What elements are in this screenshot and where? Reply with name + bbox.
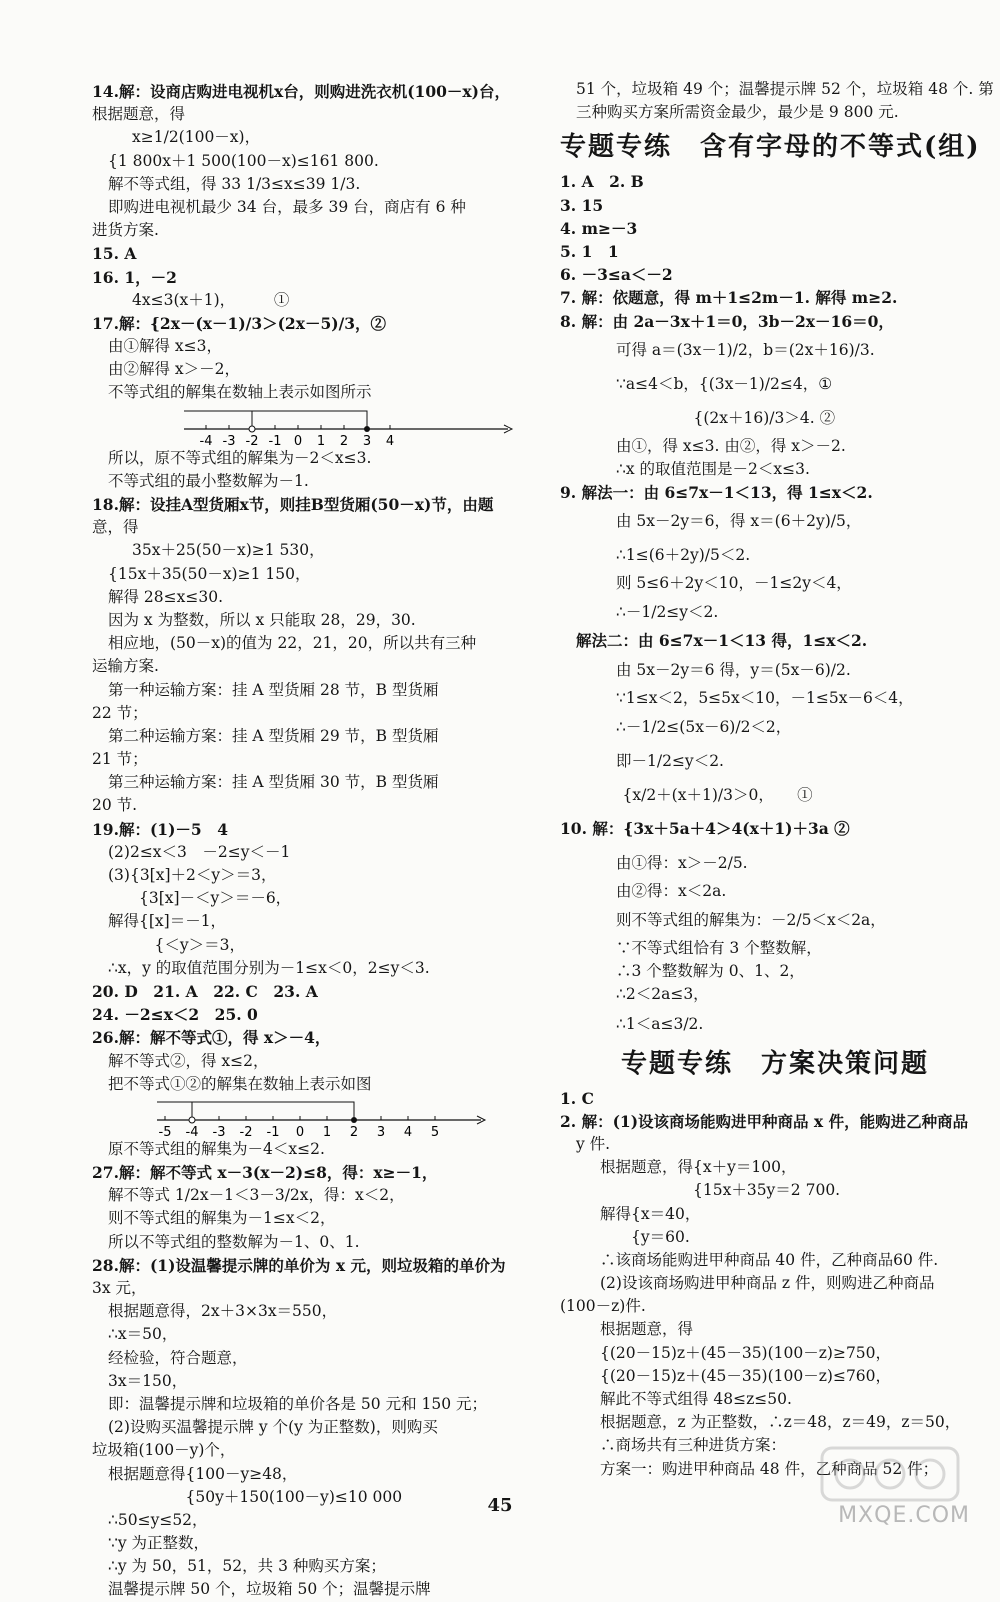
- text-line: 经检验，符合题意，: [108, 1348, 248, 1367]
- number-line-figure: [157, 1096, 552, 1138]
- text-line: 解不等式组，得 33 1/3≤x≤39 1/3.: [108, 174, 361, 193]
- text-line: 则 5≤6＋2y＜10，－1≤2y＜4，: [616, 574, 852, 593]
- text-line: 把不等式①②的解集在数轴上表示如图: [108, 1074, 372, 1093]
- text-line: 所以，原不等式组的解集为－2＜x≤3.: [108, 448, 372, 467]
- text-line: ∴1≤(6＋2y)/5＜2.: [616, 546, 751, 565]
- tick-label: 0: [295, 1124, 305, 1138]
- tick-label: 1: [316, 433, 326, 447]
- text-line: 22 节；: [92, 703, 148, 722]
- watermark-text: MXQE.COM: [838, 1503, 970, 1528]
- text-line: (3){3[x]＋2＜y＞＝3，: [108, 866, 277, 884]
- number-line-26: [157, 1096, 487, 1138]
- text-line: (2)设该商场购进甲种商品 z 件，则购进乙种商品: [600, 1274, 935, 1293]
- text-line: 所以不等式组的整数解为－1、0、1.: [108, 1232, 360, 1251]
- text-line: 由 5x－2y＝6 得，y＝(5x－6)/2.: [616, 660, 851, 679]
- text-line: 6. －3≤a＜－2: [560, 265, 673, 285]
- section-heading: 专题专练 含有字母的不等式(组): [560, 132, 981, 163]
- text-line: 解此不等式组得 48≤z≤50.: [600, 1390, 792, 1408]
- text-line: 因为 x 为整数，所以 x 只能取 28，29，30.: [108, 610, 416, 629]
- text-line: 由 5x－2y＝6，得 x＝(6＋2y)/5，: [616, 512, 862, 531]
- text-line: ∵不等式组恰有 3 个整数解，: [616, 939, 822, 957]
- text-line: 28.解：(1)设温馨提示牌的单价为 x 元，则垃圾箱的单价为: [92, 1255, 506, 1275]
- number-line-figure: [184, 405, 552, 447]
- text-line: 运输方案.: [92, 657, 159, 676]
- text-line: 由①得：x＞－2/5.: [616, 853, 748, 872]
- text-line: ∴2＜2a≤3，: [616, 985, 709, 1004]
- text-line: 4x≤3(x＋1)， ①: [132, 290, 290, 309]
- text-line: 解不等式②，得 x≤2，: [108, 1051, 269, 1070]
- text-line: 由①，得 x≤3. 由②，得 x＞－2.: [616, 436, 846, 455]
- tick-label: -2: [239, 1124, 253, 1138]
- text-line: 3x 元，: [92, 1279, 147, 1297]
- tick-label: 2: [339, 433, 349, 447]
- tick-label: 2: [349, 1124, 359, 1138]
- text-line: ∴50≤y≤52，: [108, 1510, 208, 1529]
- text-line: 24. －2≤x＜2 25. 0: [92, 1005, 258, 1025]
- tick-label: -4: [185, 1124, 199, 1138]
- text-line: 相应地，(50－x)的值为 22，21，20，所以共有三种: [108, 634, 477, 653]
- text-line: 19.解：(1)－5 4: [92, 819, 228, 839]
- text-line: 35x＋25(50－x)≥1 530，: [132, 541, 325, 560]
- open-endpoint: [189, 1117, 195, 1123]
- text-line: 7. 解：依题意，得 m＋1≤2m－1. 解得 m≥2.: [560, 288, 898, 308]
- text-line: (2)设购买温馨提示牌 y 个(y 为正整数)，则购买: [108, 1418, 438, 1437]
- text-line: 5. 1 1: [560, 241, 619, 261]
- page-number: 45: [487, 1495, 513, 1516]
- text-line: 即：温馨提示牌和垃圾箱的单价各是 50 元和 150 元；: [108, 1394, 488, 1413]
- tick-label: 4: [385, 433, 395, 447]
- text-line: 原不等式组的解集为－4＜x≤2.: [108, 1139, 325, 1158]
- tick-label: -2: [245, 433, 259, 447]
- text-line: 27.解：解不等式 x－3(x－2)≤8，得：x≥－1，: [92, 1163, 438, 1183]
- text-line: 15. A: [92, 244, 137, 264]
- text-line: 20 节.: [92, 796, 138, 815]
- tick-label: 4: [403, 1124, 413, 1138]
- text-line: ∴y 为 50，51，52，共 3 种购买方案；: [108, 1557, 386, 1576]
- text-line: 垃圾箱(100－y)个，: [92, 1441, 236, 1460]
- solution-bracket: [157, 1102, 354, 1120]
- text-line: 第三种运输方案：挂 A 型货厢 30 节，B 型货厢: [108, 773, 439, 792]
- text-line: 根据题意得，2x＋3×3x＝550，: [108, 1302, 338, 1321]
- text-line: (2)2≤x＜3 －2≤y＜－1: [108, 842, 291, 861]
- tick-label: -4: [199, 433, 213, 447]
- tick-label: -3: [212, 1124, 226, 1138]
- text-line: {y＝60.: [600, 1227, 690, 1246]
- section-heading: 专题专练 方案决策问题: [620, 1048, 929, 1079]
- text-line: 51 个，垃圾箱 49 个；温馨提示牌 52 个，垃圾箱 48 个. 第: [576, 80, 994, 98]
- text-line: {3[x]－＜y＞＝－6，: [108, 889, 292, 908]
- closed-endpoint: [364, 426, 370, 432]
- tick-label: 3: [376, 1124, 386, 1138]
- tick-label: 1: [322, 1124, 332, 1138]
- open-endpoint: [249, 426, 255, 432]
- text-line: 17.解：{2x－(x－1)/3＞(2x－5)/3，②: [92, 313, 387, 333]
- left-column: [92, 80, 552, 1602]
- text-line: 根据题意，得: [600, 1320, 694, 1339]
- text-line: 意，得: [92, 518, 139, 537]
- text-line: ∴商场共有三种进货方案：: [600, 1436, 787, 1455]
- closed-endpoint: [351, 1117, 357, 1123]
- text-line: 温馨提示牌 50 个，垃圾箱 50 个；温馨提示牌: [108, 1580, 431, 1599]
- text-line: {50y＋150(100－y)≤10 000: [108, 1487, 403, 1506]
- text-line: 解得{x＝40，: [600, 1204, 701, 1223]
- text-line: 由①解得 x≤3，: [108, 337, 223, 356]
- text-line: 解法二：由 6≤7x－1＜13 得，1≤x＜2.: [576, 631, 868, 651]
- text-line: ∴x，y 的取值范围分别为－1≤x＜0，2≤y＜3.: [108, 958, 430, 977]
- text-line: {1 800x＋1 500(100－x)≤161 800.: [108, 151, 379, 170]
- text-line: 可得 a＝(3x－1)/2，b＝(2x＋16)/3.: [616, 340, 875, 359]
- text-line: y 件.: [576, 1134, 611, 1153]
- text-line: 根据题意得{100－y≥48，: [108, 1464, 298, 1483]
- text-line: 由②解得 x＞－2，: [108, 360, 241, 379]
- text-line: (100－z)件.: [560, 1297, 646, 1316]
- text-line: 9. 解法一：由 6≤7x－1＜13，得 1≤x＜2.: [560, 483, 873, 503]
- text-line: 14.解：设商店购进电视机x台，则购进洗衣机(100－x)台，: [92, 82, 510, 101]
- text-line: 解得{[x]＝－1，: [108, 912, 227, 931]
- text-line: 根据题意，得{x＋y＝100，: [600, 1158, 797, 1177]
- text-line: ∴1＜a≤3/2.: [616, 1014, 704, 1033]
- text-line: 21 节；: [92, 750, 148, 769]
- number-line-17: [184, 405, 514, 447]
- text-line: 方案一：购进甲种商品 48 件，乙种商品 52 件；: [600, 1459, 939, 1478]
- tick-label: -1: [266, 1124, 280, 1138]
- text-line: 18.解：设挂A型货厢x节，则挂B型货厢(50－x)节，由题: [92, 495, 494, 514]
- text-line: {(20－15)z＋(45－35)(100－z)≤760，: [600, 1366, 892, 1385]
- tick-label: 5: [430, 1124, 440, 1138]
- text-line: ∵1≤x＜2，5≤5x＜10，－1≤5x－6＜4，: [616, 688, 914, 707]
- text-line: 8. 解：由 2a－3x＋1＝0，3b－2x－16＝0，: [560, 311, 894, 331]
- tick-label: -3: [222, 433, 236, 447]
- tick-label: -5: [158, 1124, 172, 1138]
- text-line: ∵a≤4＜b，{(3x－1)/2≤4，①: [616, 374, 833, 393]
- text-line: ∴3 个整数解为 0、1、2，: [616, 962, 805, 981]
- text-line: 解不等式 1/2x－1＜3－3/2x，得：x＜2，: [108, 1186, 405, 1205]
- text-line: 即－1/2≤y＜2.: [616, 751, 724, 770]
- text-line: ∴x＝50，: [108, 1325, 178, 1344]
- text-line: 1. C: [560, 1088, 594, 1108]
- text-line: 即购进电视机最少 34 台，最多 39 台，商店有 6 种: [108, 197, 466, 216]
- text-line: 3x＝150，: [108, 1371, 188, 1390]
- text-line: 26.解：解不等式①，得 x＞－4，: [92, 1028, 331, 1048]
- text-line: {＜y＞＝3，: [108, 935, 245, 954]
- text-line: ∵y 为正整数，: [108, 1534, 210, 1553]
- text-line: 三种购买方案所需资金最少，最少是 9 800 元.: [576, 103, 899, 122]
- text-line: {(20－15)z＋(45－35)(100－z)≥750，: [600, 1343, 892, 1362]
- text-line: 根据题意，z 为正整数，∴z＝48，z＝49，z＝50，: [600, 1413, 961, 1432]
- text-line: x≥1/2(100－x)，: [132, 128, 261, 147]
- text-line: 不等式组的解集在数轴上表示如图所示: [108, 383, 372, 402]
- text-line: 1. A 2. B: [560, 172, 644, 192]
- right-column: [560, 78, 994, 1481]
- text-line: 3. 15: [560, 195, 604, 215]
- text-line: 第二种运输方案：挂 A 型货厢 29 节，B 型货厢: [108, 726, 439, 745]
- text-line: 20. D 21. A 22. C 23. A: [92, 981, 318, 1001]
- text-line: 10. 解：{3x＋5a＋4＞4(x＋1)＋3a ②: [560, 818, 850, 838]
- text-line: 则不等式组的解集为－1≤x＜2，: [108, 1209, 336, 1228]
- text-line: 4. m≥－3: [560, 218, 638, 238]
- text-line: 由②得：x＜2a.: [616, 881, 727, 900]
- watermark-logo: [820, 1444, 960, 1504]
- text-line: 2. 解：(1)设该商场能购进甲种商品 x 件，能购进乙种商品: [560, 1111, 969, 1131]
- text-line: {15x＋35(50－x)≥1 150，: [108, 564, 311, 583]
- text-line: 则不等式组的解集为：－2/5＜x＜2a，: [616, 911, 886, 929]
- text-line: ∴－1/2≤(5x－6)/2＜2，: [616, 717, 792, 736]
- text-line: 根据题意，得: [92, 105, 186, 124]
- text-line: {15x＋35y＝2 700.: [600, 1181, 841, 1200]
- text-line: ∴－1/2≤y＜2.: [616, 603, 719, 622]
- text-line: 不等式组的最小整数解为－1.: [108, 471, 309, 490]
- tick-label: 0: [293, 433, 303, 447]
- text-line: {(2x＋16)/3＞4. ②: [616, 408, 836, 427]
- text-line: 解得 28≤x≤30.: [108, 587, 224, 606]
- text-line: {x/2＋(x＋1)/3＞0， ①: [576, 785, 813, 804]
- text-line: ∴该商场能购进甲种商品 40 件，乙种商品60 件.: [600, 1250, 939, 1269]
- text-line: ∴x 的取值范围是－2＜x≤3.: [616, 459, 810, 478]
- tick-label: -1: [268, 433, 282, 447]
- tick-label: 3: [362, 433, 372, 447]
- text-line: 进货方案.: [92, 221, 159, 240]
- text-line: 第一种运输方案：挂 A 型货厢 28 节，B 型货厢: [108, 680, 439, 699]
- text-line: 16. 1，－2: [92, 267, 177, 287]
